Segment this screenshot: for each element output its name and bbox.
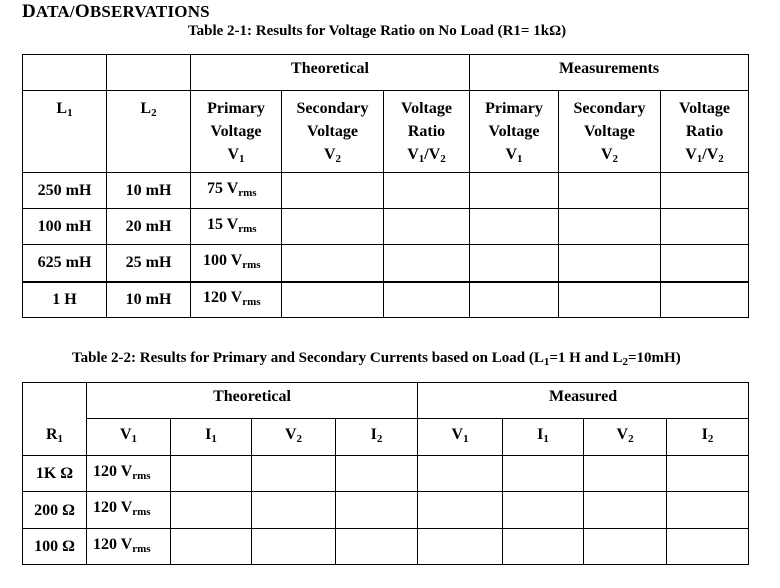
entry-cell[interactable] [503,492,584,529]
col-i2-header: $I_2$ [667,419,749,456]
v1-cell: 75 Vrms [191,173,282,209]
entry-cell[interactable] [282,209,384,245]
entry-cell[interactable] [282,245,384,282]
entry-cell[interactable] [282,282,384,318]
entry-cell[interactable] [252,492,336,529]
table2-theoretical-header: Theoretical [87,383,418,419]
entry-cell[interactable] [559,245,661,282]
v1-cell: 100 Vrms [191,245,282,282]
table-row [23,456,749,492]
entry-cell[interactable] [661,173,749,209]
col-v2-header: $V_2$ [252,419,336,456]
col-secondary-voltage-header: Secondary Voltage $V_2$ [282,91,384,173]
entry-cell[interactable] [418,456,503,492]
v1-cell: 15 Vrms [191,209,282,245]
table2-corner-cell [23,383,87,419]
entry-cell[interactable] [661,245,749,282]
entry-cell[interactable] [171,529,252,565]
entry-cell[interactable] [384,245,470,282]
entry-cell[interactable] [418,529,503,565]
entry-cell[interactable] [384,209,470,245]
entry-cell[interactable] [470,282,559,318]
table1-caption: Table 2-1: Results for Voltage Ratio on No Load (R1= 1kΩ) [188,23,567,39]
l1-cell: 625 mH [23,245,107,282]
entry-cell[interactable] [584,529,667,565]
v1-cell: 120 Vrms [191,282,282,318]
entry-cell[interactable] [584,492,667,529]
r1-cell: 200 Ω [23,492,87,529]
table1-theoretical-header: Theoretical [191,55,470,91]
entry-cell[interactable] [384,282,470,318]
entry-cell[interactable] [503,529,584,565]
col-i2-header: $I_2$ [336,419,418,456]
col-voltage-ratio-header: Voltage Ratio $V_1/V_2$ [661,91,749,173]
entry-cell[interactable] [470,209,559,245]
entry-cell[interactable] [667,456,749,492]
l2-cell: 25 mH [107,245,191,282]
table1-measurements-header: Measurements [470,55,749,91]
col-v2-header: $V_2$ [584,419,667,456]
entry-cell[interactable] [418,492,503,529]
col-l2-header: $L_2$ [107,91,191,173]
currents-table [22,382,749,565]
table-row [23,529,749,565]
entry-cell[interactable] [336,492,418,529]
voltage-ratio-table [22,54,749,318]
col-l1-header: $L_1$ [23,91,107,173]
entry-cell[interactable] [559,173,661,209]
r1-cell: 100 Ω [23,529,87,565]
l2-cell: 10 mH [107,173,191,209]
entry-cell[interactable] [661,282,749,318]
entry-cell[interactable] [559,282,661,318]
entry-cell[interactable] [667,492,749,529]
section-heading: DATA/OBSERVATIONS [22,1,210,22]
entry-cell[interactable] [559,209,661,245]
entry-cell[interactable] [336,456,418,492]
col-primary-voltage-header: Primary Voltage $V_1$ [191,91,282,173]
entry-cell[interactable] [661,209,749,245]
table1-corner-cell [107,55,191,91]
entry-cell[interactable] [470,245,559,282]
table-row [23,492,749,529]
v1-cell: 120 Vrms [87,529,171,565]
table-row [23,173,749,209]
v1-cell: 120 Vrms [87,492,171,529]
col-voltage-ratio-header: Voltage Ratio $V_1/V_2$ [384,91,470,173]
table2-caption: Table 2-2: Results for Primary and Secondary Currents based on Load ($L_1=1$ H and $L_2=10mH$) [72,350,681,368]
col-secondary-voltage-header: Secondary Voltage $V_2$ [559,91,661,173]
entry-cell[interactable] [171,456,252,492]
l1-cell: 100 mH [23,209,107,245]
table-row [23,209,749,245]
entry-cell[interactable] [252,456,336,492]
entry-cell[interactable] [584,456,667,492]
l1-cell: 1 H [23,282,107,318]
l2-cell: 10 mH [107,282,191,318]
entry-cell[interactable] [384,173,470,209]
r1-cell: 1K Ω [23,456,87,492]
entry-cell[interactable] [171,492,252,529]
col-primary-voltage-header: Primary Voltage $V_1$ [470,91,559,173]
entry-cell[interactable] [252,529,336,565]
entry-cell[interactable] [336,529,418,565]
col-v1-header: $V_1$ [418,419,503,456]
table-row [23,282,749,318]
table1-corner-cell [23,55,107,91]
table2-measured-header: Measured [418,383,749,419]
col-r1-header: $R_1$ [23,419,87,456]
l2-cell: 20 mH [107,209,191,245]
v1-cell: 120 Vrms [87,456,171,492]
entry-cell[interactable] [282,173,384,209]
col-i1-header: $I_1$ [171,419,252,456]
col-i1-header: $I_1$ [503,419,584,456]
l1-cell: 250 mH [23,173,107,209]
entry-cell[interactable] [470,173,559,209]
entry-cell[interactable] [503,456,584,492]
table-row [23,245,749,282]
col-v1-header: $V_1$ [87,419,171,456]
entry-cell[interactable] [667,529,749,565]
